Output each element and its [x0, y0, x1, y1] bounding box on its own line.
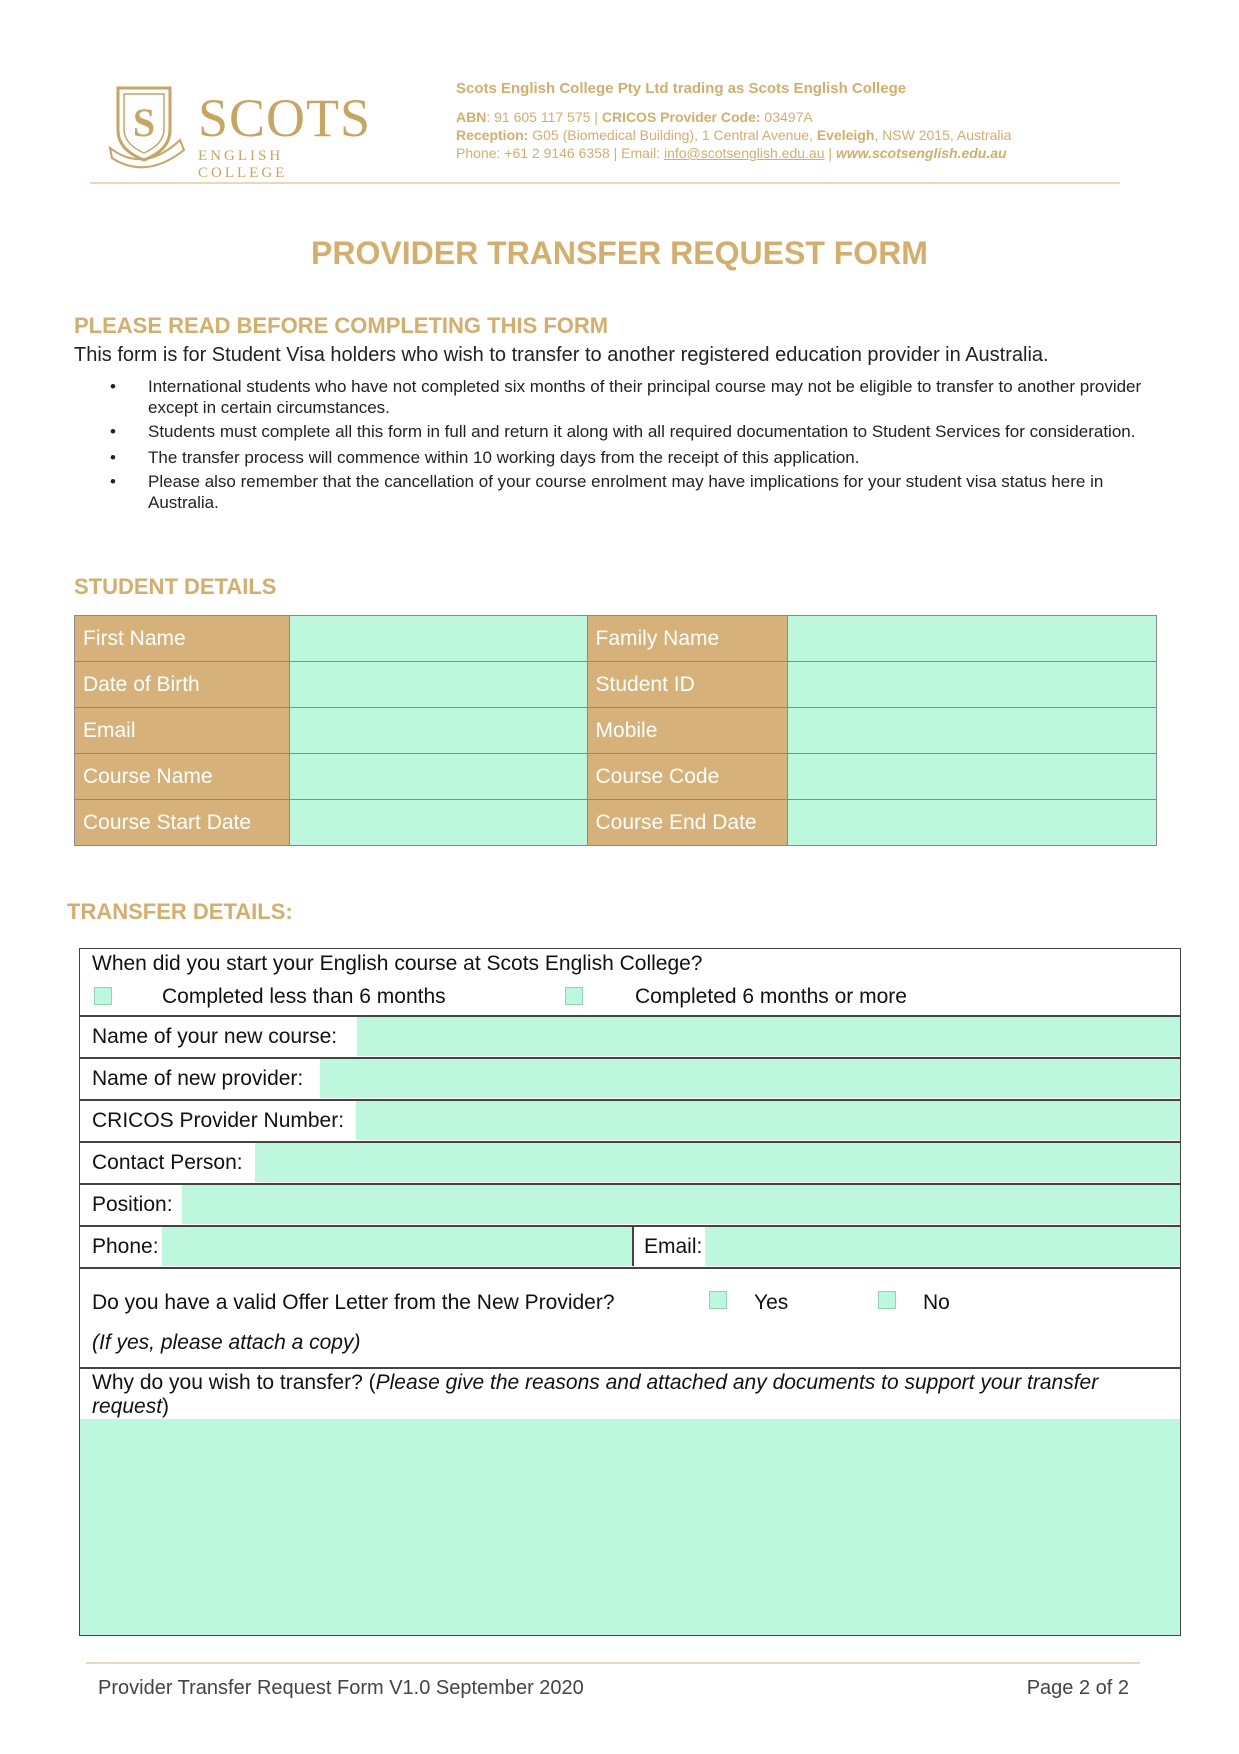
6-months-or-more-label: Completed 6 months or more	[635, 985, 907, 1008]
course-start-date-field[interactable]	[289, 800, 587, 846]
intro-text: This form is for Student Visa holders who wish to transfer to another registered education provider in Australia.	[74, 344, 1049, 366]
student-id-field[interactable]	[788, 662, 1157, 708]
abn-label: ABN	[456, 109, 487, 125]
table-row	[75, 708, 1157, 754]
website-link[interactable]: www.scotsenglish.edu.au	[835, 145, 1007, 161]
header-divider	[90, 182, 1120, 184]
offer-yes-checkbox[interactable]	[709, 1291, 727, 1309]
course-code-field[interactable]	[788, 754, 1157, 800]
why-transfer-field[interactable]	[80, 1419, 1180, 1635]
phone-text: Phone: +61 2 9146 6358 | Email:	[456, 145, 664, 161]
date-of-birth-label: Date of Birth	[75, 662, 290, 708]
course-end-date-field[interactable]	[788, 800, 1157, 846]
why-transfer-question	[92, 1371, 1152, 1419]
transfer-details-heading: TRANSFER DETAILS:	[67, 899, 293, 924]
student-details-heading: STUDENT DETAILS	[74, 574, 277, 599]
email-label: Email	[75, 708, 290, 754]
first-name-label: First Name	[75, 616, 290, 662]
offer-yes-label: Yes	[754, 1291, 789, 1314]
company-contact	[456, 144, 1156, 162]
offer-question: Do you have a valid Offer Letter from the New Provider?	[92, 1291, 615, 1314]
list-item: • The transfer process will commence within 10 working days from the receipt of this application.	[110, 447, 1160, 468]
less-than-6-months-checkbox[interactable]	[94, 987, 112, 1005]
family-name-label: Family Name	[587, 616, 788, 662]
6-months-or-more-checkbox[interactable]	[565, 987, 583, 1005]
reception-tail: , NSW 2015, Australia	[874, 127, 1012, 143]
crest-icon	[108, 84, 188, 170]
list-item: • Students must complete all this form in full and return it along with all required documentation to Student Services for consideration.	[110, 421, 1160, 442]
table-row	[75, 800, 1157, 846]
logo-wordmark: SCOTS	[198, 88, 372, 148]
table-row	[75, 662, 1157, 708]
scots-logo	[108, 84, 372, 181]
cricos-number-field[interactable]	[356, 1101, 1180, 1140]
cricos-value: 03497A	[760, 109, 813, 125]
table-row	[75, 616, 1157, 662]
read-before-heading: PLEASE READ BEFORE COMPLETING THIS FORM	[74, 313, 609, 338]
table-row	[75, 754, 1157, 800]
start-question: When did you start your English course at Scots English College?	[92, 952, 703, 975]
new-course-field[interactable]	[357, 1017, 1180, 1056]
mobile-field[interactable]	[788, 708, 1157, 754]
footer-divider	[86, 1662, 1140, 1664]
logo-subtitle: ENGLISH COLLEGE	[198, 148, 288, 181]
phone-label: Phone:	[92, 1235, 159, 1258]
reception-label: Reception:	[456, 127, 529, 143]
course-name-field[interactable]	[289, 754, 587, 800]
contact-person-label: Contact Person:	[92, 1151, 243, 1174]
svg-text:S: S	[132, 100, 156, 145]
student-id-label: Student ID	[587, 662, 788, 708]
row-divider	[80, 1267, 1180, 1269]
new-provider-field[interactable]	[320, 1059, 1180, 1098]
phone-field[interactable]	[162, 1227, 632, 1266]
instructions-list	[110, 376, 1160, 517]
transfer-details-box	[79, 948, 1181, 1636]
first-name-field[interactable]	[289, 616, 587, 662]
separator: |	[824, 145, 836, 161]
course-name-label: Course Name	[75, 754, 290, 800]
column-divider	[632, 1227, 634, 1266]
reception-address: G05 (Biomedical Building), 1 Central Avenue,	[528, 127, 817, 143]
company-info	[456, 80, 1156, 162]
student-details-table	[74, 615, 1157, 846]
why-transfer-instruction: Please give the reasons and attached any documents to support your transfer request	[92, 1371, 1099, 1418]
email-link[interactable]: info@scotsenglish.edu.au	[663, 145, 825, 161]
mobile-label: Mobile	[587, 708, 788, 754]
course-start-date-label: Course Start Date	[75, 800, 290, 846]
new-course-label: Name of your new course:	[92, 1025, 338, 1048]
row-divider	[80, 1367, 1180, 1369]
email-label: Email:	[644, 1235, 703, 1258]
family-name-field[interactable]	[788, 616, 1157, 662]
new-provider-label: Name of new provider:	[92, 1067, 304, 1090]
form-title: PROVIDER TRANSFER REQUEST FORM	[311, 235, 928, 271]
company-registration	[456, 108, 1156, 126]
cricos-label: CRICOS Provider Code:	[601, 109, 761, 125]
position-label: Position:	[92, 1193, 173, 1216]
position-field[interactable]	[182, 1185, 1180, 1224]
list-item: • International students who have not completed six months of their principal course may not be eligible to transfer to another provider except in certain circumstances.	[110, 376, 1160, 418]
why-transfer-text: Why do you wish to transfer? (	[92, 1371, 376, 1394]
reception-suburb: Eveleigh	[816, 127, 875, 143]
why-transfer-close: )	[162, 1395, 170, 1418]
list-item: • Please also remember that the cancellation of your course enrolment may have implications for your student visa status here in Australia.	[110, 471, 1160, 513]
offer-no-checkbox[interactable]	[878, 1291, 896, 1309]
email-field[interactable]	[289, 708, 587, 754]
company-reception	[456, 126, 1156, 144]
offer-note: (If yes, please attach a copy)	[92, 1331, 361, 1354]
course-end-date-label: Course End Date	[587, 800, 788, 846]
footer-page-number: Page 2 of 2	[1026, 1677, 1129, 1699]
date-of-birth-field[interactable]	[289, 662, 587, 708]
cricos-number-label: CRICOS Provider Number:	[92, 1109, 345, 1132]
company-name: Scots English College Pty Ltd trading as Scots English College	[456, 80, 907, 97]
contact-person-field[interactable]	[255, 1143, 1180, 1182]
less-than-6-months-label: Completed less than 6 months	[162, 985, 446, 1008]
footer-form-version: Provider Transfer Request Form V1.0 September 2020	[98, 1677, 584, 1699]
course-code-label: Course Code	[587, 754, 788, 800]
abn-value: : 91 605 117 575 |	[486, 109, 602, 125]
email-field[interactable]	[705, 1227, 1180, 1266]
offer-no-label: No	[923, 1291, 950, 1314]
